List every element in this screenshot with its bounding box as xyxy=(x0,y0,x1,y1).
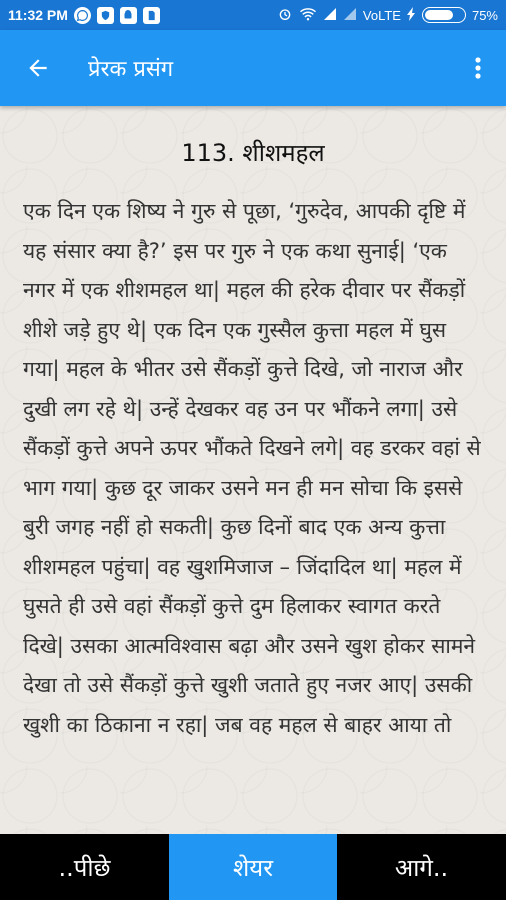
share-button[interactable]: शेयर xyxy=(169,834,337,900)
sim-card-icon xyxy=(143,7,160,24)
alarm-icon xyxy=(277,6,293,25)
signal-icon xyxy=(343,7,357,24)
back-button[interactable] xyxy=(10,40,66,96)
article-body: एक दिन एक शिष्य ने गुरु से पूछा, ‘गुरुदेव, आपकी दृष्टि में यह संसार क्या है?’ इस पर गुरु ने एक कथा सुनाई| ‘एक नगर में एक शीशमहल था| महल की हरेक दीवार पर सैंकड़ों शीशे जड़े हुए थे| एक दिन एक गुस्सैल कुत्ता महल में घुस गया| महल के भीतर उसे सैंकड़ों कुत्ते दिखे, जो नाराज और दुखी लग रहे थे| उन्हें देखकर वह उन पर भौंकने लगा| उसे सैंकड़ों कुत्ते अपने ऊपर भौंकते दिखने लगे| वह डरकर वहां से भाग गया| कुछ दूर जाकर उसने मन ही मन सोचा कि इससे बुरी जगह नहीं हो सकती| कुछ दिनों बाद एक अन्य कुत्ता शीशमहल पहुंचा| वह खुशमिजाज – जिंदादिल था| महल में घुसते ही उसे वहां सैंकड़ों कुत्ते दुम हिलाकर स्वागत करते दिखे| उसका आत्मविश्वास बढ़ा और उसने खुश होकर सामने देखा तो उसे सैंकड़ों कुत्ते खुशी जताते हुए नजर आए| उसकी खुशी का ठिकाना न रहा| जब वह महल से बाहर आया तो xyxy=(23,199,481,737)
network-type: VoLTE xyxy=(362,7,401,23)
battery-icon xyxy=(422,7,466,23)
signal-icon xyxy=(323,7,337,24)
arrow-left-icon xyxy=(25,55,51,81)
status-right xyxy=(277,6,498,25)
next-button[interactable]: आगे.. xyxy=(337,834,506,900)
overflow-menu-button[interactable] xyxy=(458,40,498,96)
battery-level xyxy=(425,10,454,20)
battery-percent: 75% xyxy=(471,7,498,23)
status-time: 11:32 PM xyxy=(8,7,68,23)
previous-button[interactable]: ..पीछे xyxy=(0,834,169,900)
app-title: प्रेरक प्रसंग xyxy=(88,57,174,82)
charging-icon xyxy=(407,7,416,24)
status-left xyxy=(8,7,160,24)
app-bar xyxy=(0,30,506,106)
whatsapp-icon xyxy=(74,7,91,24)
shield-icon xyxy=(97,7,114,24)
article-title: 113. शीशमहल xyxy=(181,139,325,167)
status-bar xyxy=(0,0,506,30)
wifi-icon xyxy=(299,7,317,24)
more-vertical-icon xyxy=(475,56,481,80)
article-content[interactable] xyxy=(0,106,506,834)
android-icon xyxy=(120,7,137,24)
bottom-navigation xyxy=(0,834,506,900)
